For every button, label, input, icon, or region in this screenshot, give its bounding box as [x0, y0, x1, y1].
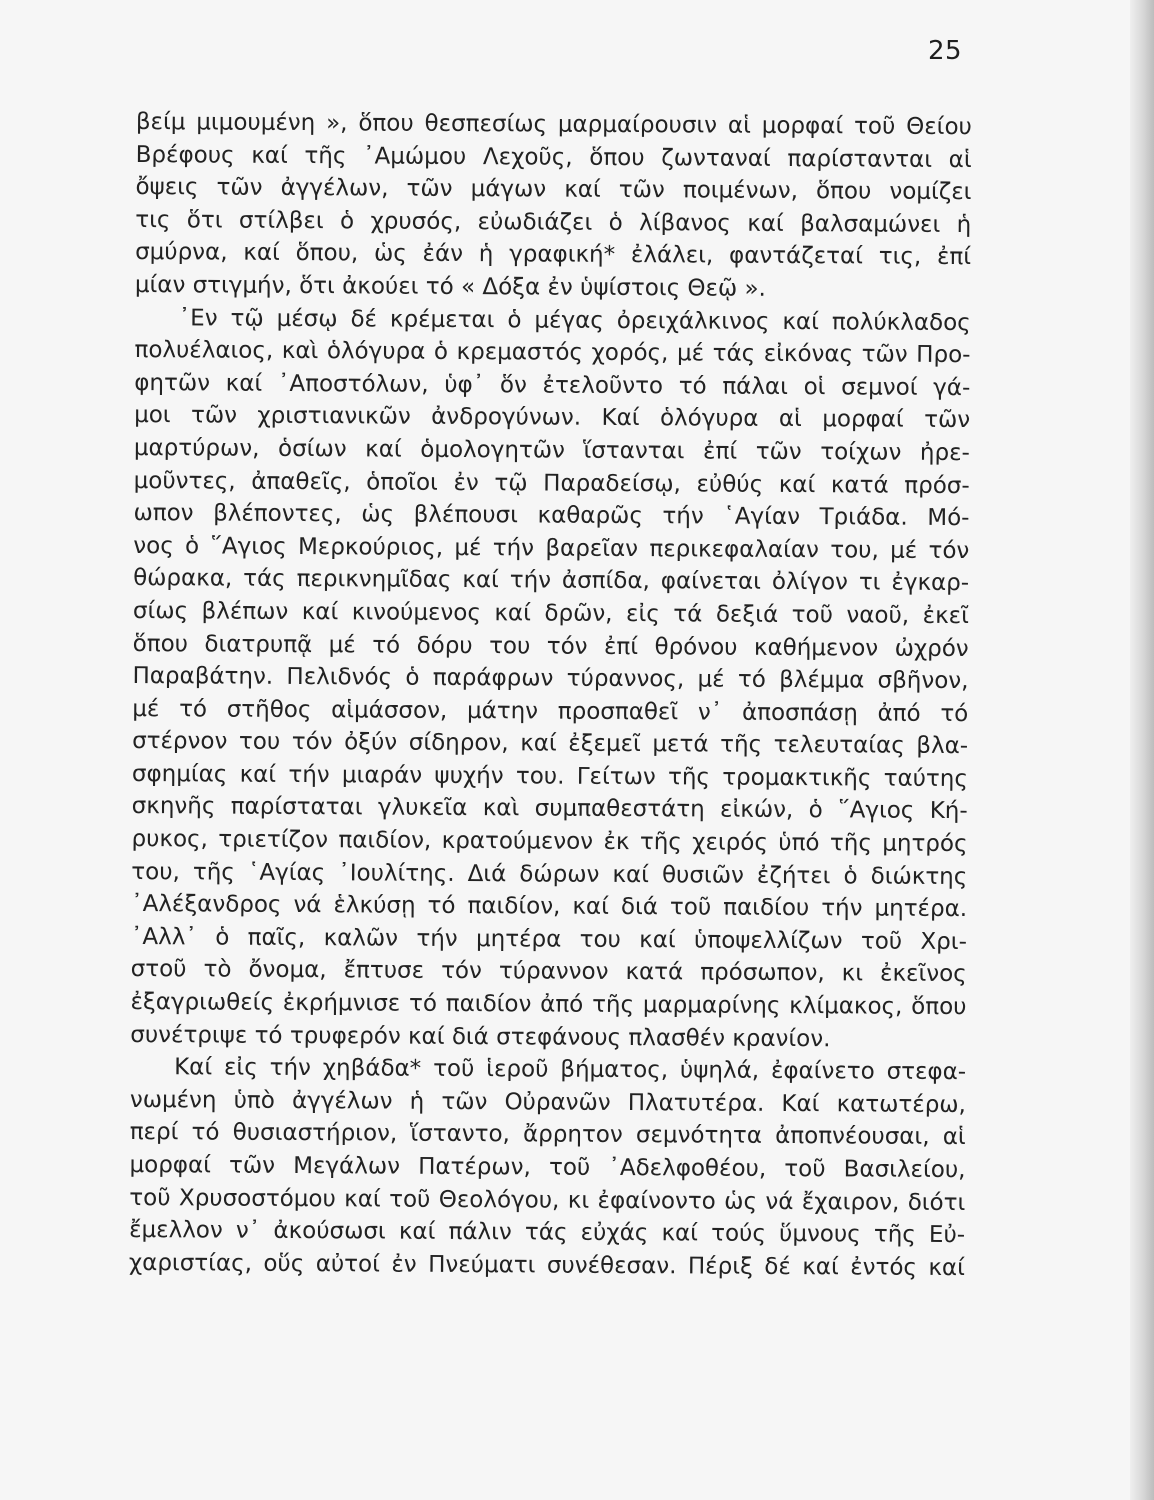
text-line: μίαν στιγμήν, ὅτι ἀκούει τό « Δόξα ἐν ὑψίστοις Θεῷ ».	[134, 271, 767, 302]
text-line: σίως βλέπων καί κινούμενος καί δρῶν, εἰς τά δεξιά τοῦ ναοῦ, ἐκεῖ	[132, 597, 969, 630]
paragraph-start-line: Καί εἰς τήν χηβάδα* τοῦ ἱεροῦ βήματος, ὑψηλά, ἐφαίνετο στεφα-	[174, 1054, 967, 1086]
text-line: σκηνῆς παρίσταται γλυκεῖα καὶ συμπαθεστάτη εἰκών, ὁ ῞Αγιος Κή-	[131, 793, 968, 825]
text-line: νος ὁ ῞Αγιος Μερκούριος, μέ τήν βαρεῖαν περικεφαλαίαν του, μέ τόν	[133, 532, 970, 564]
text-line: περί τό θυσιαστήριον, ἵσταντο, ἄρρητον σεμνότητα ἀποπνέουσαι, αἱ	[129, 1119, 966, 1151]
text-line: τοῦ Χρυσοστόμου καί τοῦ Θεολόγου, κι ἐφαίνοντο ὡς νά ἔχαιρον, διότι	[129, 1184, 966, 1216]
paragraph-start-line: ᾿Εν τῷ μέσῳ δέ κρέμεται ὁ μέγας ὀρειχάλκινος καί πολύκλαδος	[178, 304, 971, 336]
text-line: ὅπου διατρυπᾷ μέ τό δόρυ του τόν ἐπί θρόνου καθήμενον ὠχρόν	[132, 630, 969, 662]
text-line: ᾿Αλέξανδρος νά ἑλκύσῃ τό παιδίον, καί διά τοῦ παιδίου τήν μητέρα.	[131, 891, 968, 923]
text-line: ωπον βλέποντες, ὡς βλέπουσι καθαρῶς τήν ῾Αγίαν Τριάδα. Μό-	[133, 500, 970, 532]
page-number: 25	[928, 36, 963, 66]
text-line: μέ τό στῆθος αἱμάσσον, μάτην προσπαθεῖ ν᾿ ἀποσπάσῃ ἀπό τό	[132, 695, 969, 727]
text-line: στοῦ τὸ ὄνομα, ἔπτυσε τόν τύραννον κατά πρόσωπον, κι ἐκεῖνος	[130, 956, 967, 988]
text-line: ὄψεις τῶν ἀγγέλων, τῶν μάγων καί τῶν ποιμένων, ὅπου νομίζει	[135, 174, 972, 206]
text-line: μοι τῶν χριστιανικῶν ἀνδρογύνων. Καί ὁλόγυρα αἱ μορφαί τῶν	[134, 402, 971, 434]
text-line: τις ὅτι στίλβει ὁ χρυσός, εὐωδιάζει ὁ λίβανος καί βαλσαμώνει ἡ	[135, 206, 972, 238]
text-line: ἐξαγριωθείς ἐκρήμνισε τό παιδίον ἀπό τῆς μαρμαρίνης κλίμακος, ὅπου	[130, 989, 967, 1021]
text-line: μοῦντες, ἀπαθεῖς, ὁποῖοι ἐν τῷ Παραδείσῳ, εὐθύς καί κατά πρόσ-	[133, 467, 970, 499]
text-line: πολυέλαιος, καὶ ὁλόγυρα ὁ κρεμαστός χορός, μέ τάς εἰκόνας τῶν Προ-	[134, 337, 971, 369]
text-line: ρυκος, τριετίζον παιδίον, κρατούμενον ἐκ τῆς χειρός ὑπό τῆς μητρός	[131, 826, 968, 858]
text-line: φητῶν καί ᾿Αποστόλων, ὑφ᾿ ὅν ἐτελοῦντο τό πάλαι οἱ σεμνοί γά-	[134, 369, 971, 401]
text-line: στέρνον του τόν ὀξύν σίδηρον, καί ἐξεμεῖ μετά τῆς τελευταίας βλα-	[132, 728, 969, 760]
text-line: σφημίας καί τήν μιαράν ψυχήν του. Γείτων τῆς τρομακτικῆς ταύτης	[131, 760, 968, 792]
text-line: θώρακα, τάς περικνημῖδας καί τήν ἀσπίδα, φαίνεται ὀλίγον τι ἐγκαρ-	[133, 565, 970, 597]
text-line: του, τῆς ῾Αγίας ᾿Ιουλίτης. Διά δώρων καί θυσιῶν ἐζήτει ὁ διώκτης	[131, 858, 968, 890]
text-line: μαρτύρων, ὁσίων καί ὁμολογητῶν ἵστανται ἐπί τῶν τοίχων ἠρε-	[133, 434, 970, 467]
body-text	[129, 106, 972, 1284]
text-line: Παραβάτην. Πελιδνός ὁ παράφρων τύραννος, μέ τό βλέμμα σβῆνον,	[132, 663, 969, 695]
text-line: σμύρνα, καί ὅπου, ὡς ἐάν ἡ γραφική* ἐλάλει, φαντάζεταί τις, ἐπί	[135, 239, 972, 271]
text-line: νωμένη ὑπὸ ἀγγέλων ἡ τῶν Οὐρανῶν Πλατυτέρα. Καί κατωτέρω,	[129, 1086, 966, 1118]
text-line: βείμ μιμουμένη », ὅπου θεσπεσίως μαρμαίρουσιν αἱ μορφαί τοῦ Θείου	[135, 108, 972, 141]
text-line: ᾿Αλλ᾿ ὁ παῖς, καλῶν τήν μητέρα του καί ὑποψελλίζων τοῦ Χρι-	[130, 923, 967, 955]
page-binding-edge	[1130, 0, 1154, 1500]
text-line: ἔμελλον ν᾿ ἀκούσωσι καί πάλιν τάς εὐχάς καί τούς ὕμνους τῆς Εὐ-	[129, 1217, 966, 1249]
text-line: χαριστίας, οὕς αὐτοί ἐν Πνεύματι συνέθεσαν. Πέριξ δέ καί ἐντός καί	[128, 1249, 965, 1281]
text-line: συνέτριψε τό τρυφερόν καί διά στεφάνους πλασθέν κρανίον.	[130, 1021, 831, 1052]
text-line: μορφαί τῶν Μεγάλων Πατέρων, τοῦ ᾿Αδελφοθέου, τοῦ Βασιλείου,	[129, 1151, 966, 1184]
text-line: Βρέφους καί τῆς ᾿Αμώμου Λεχοῦς, ὅπου ζωνταναί παρίστανται αἱ	[135, 141, 972, 173]
